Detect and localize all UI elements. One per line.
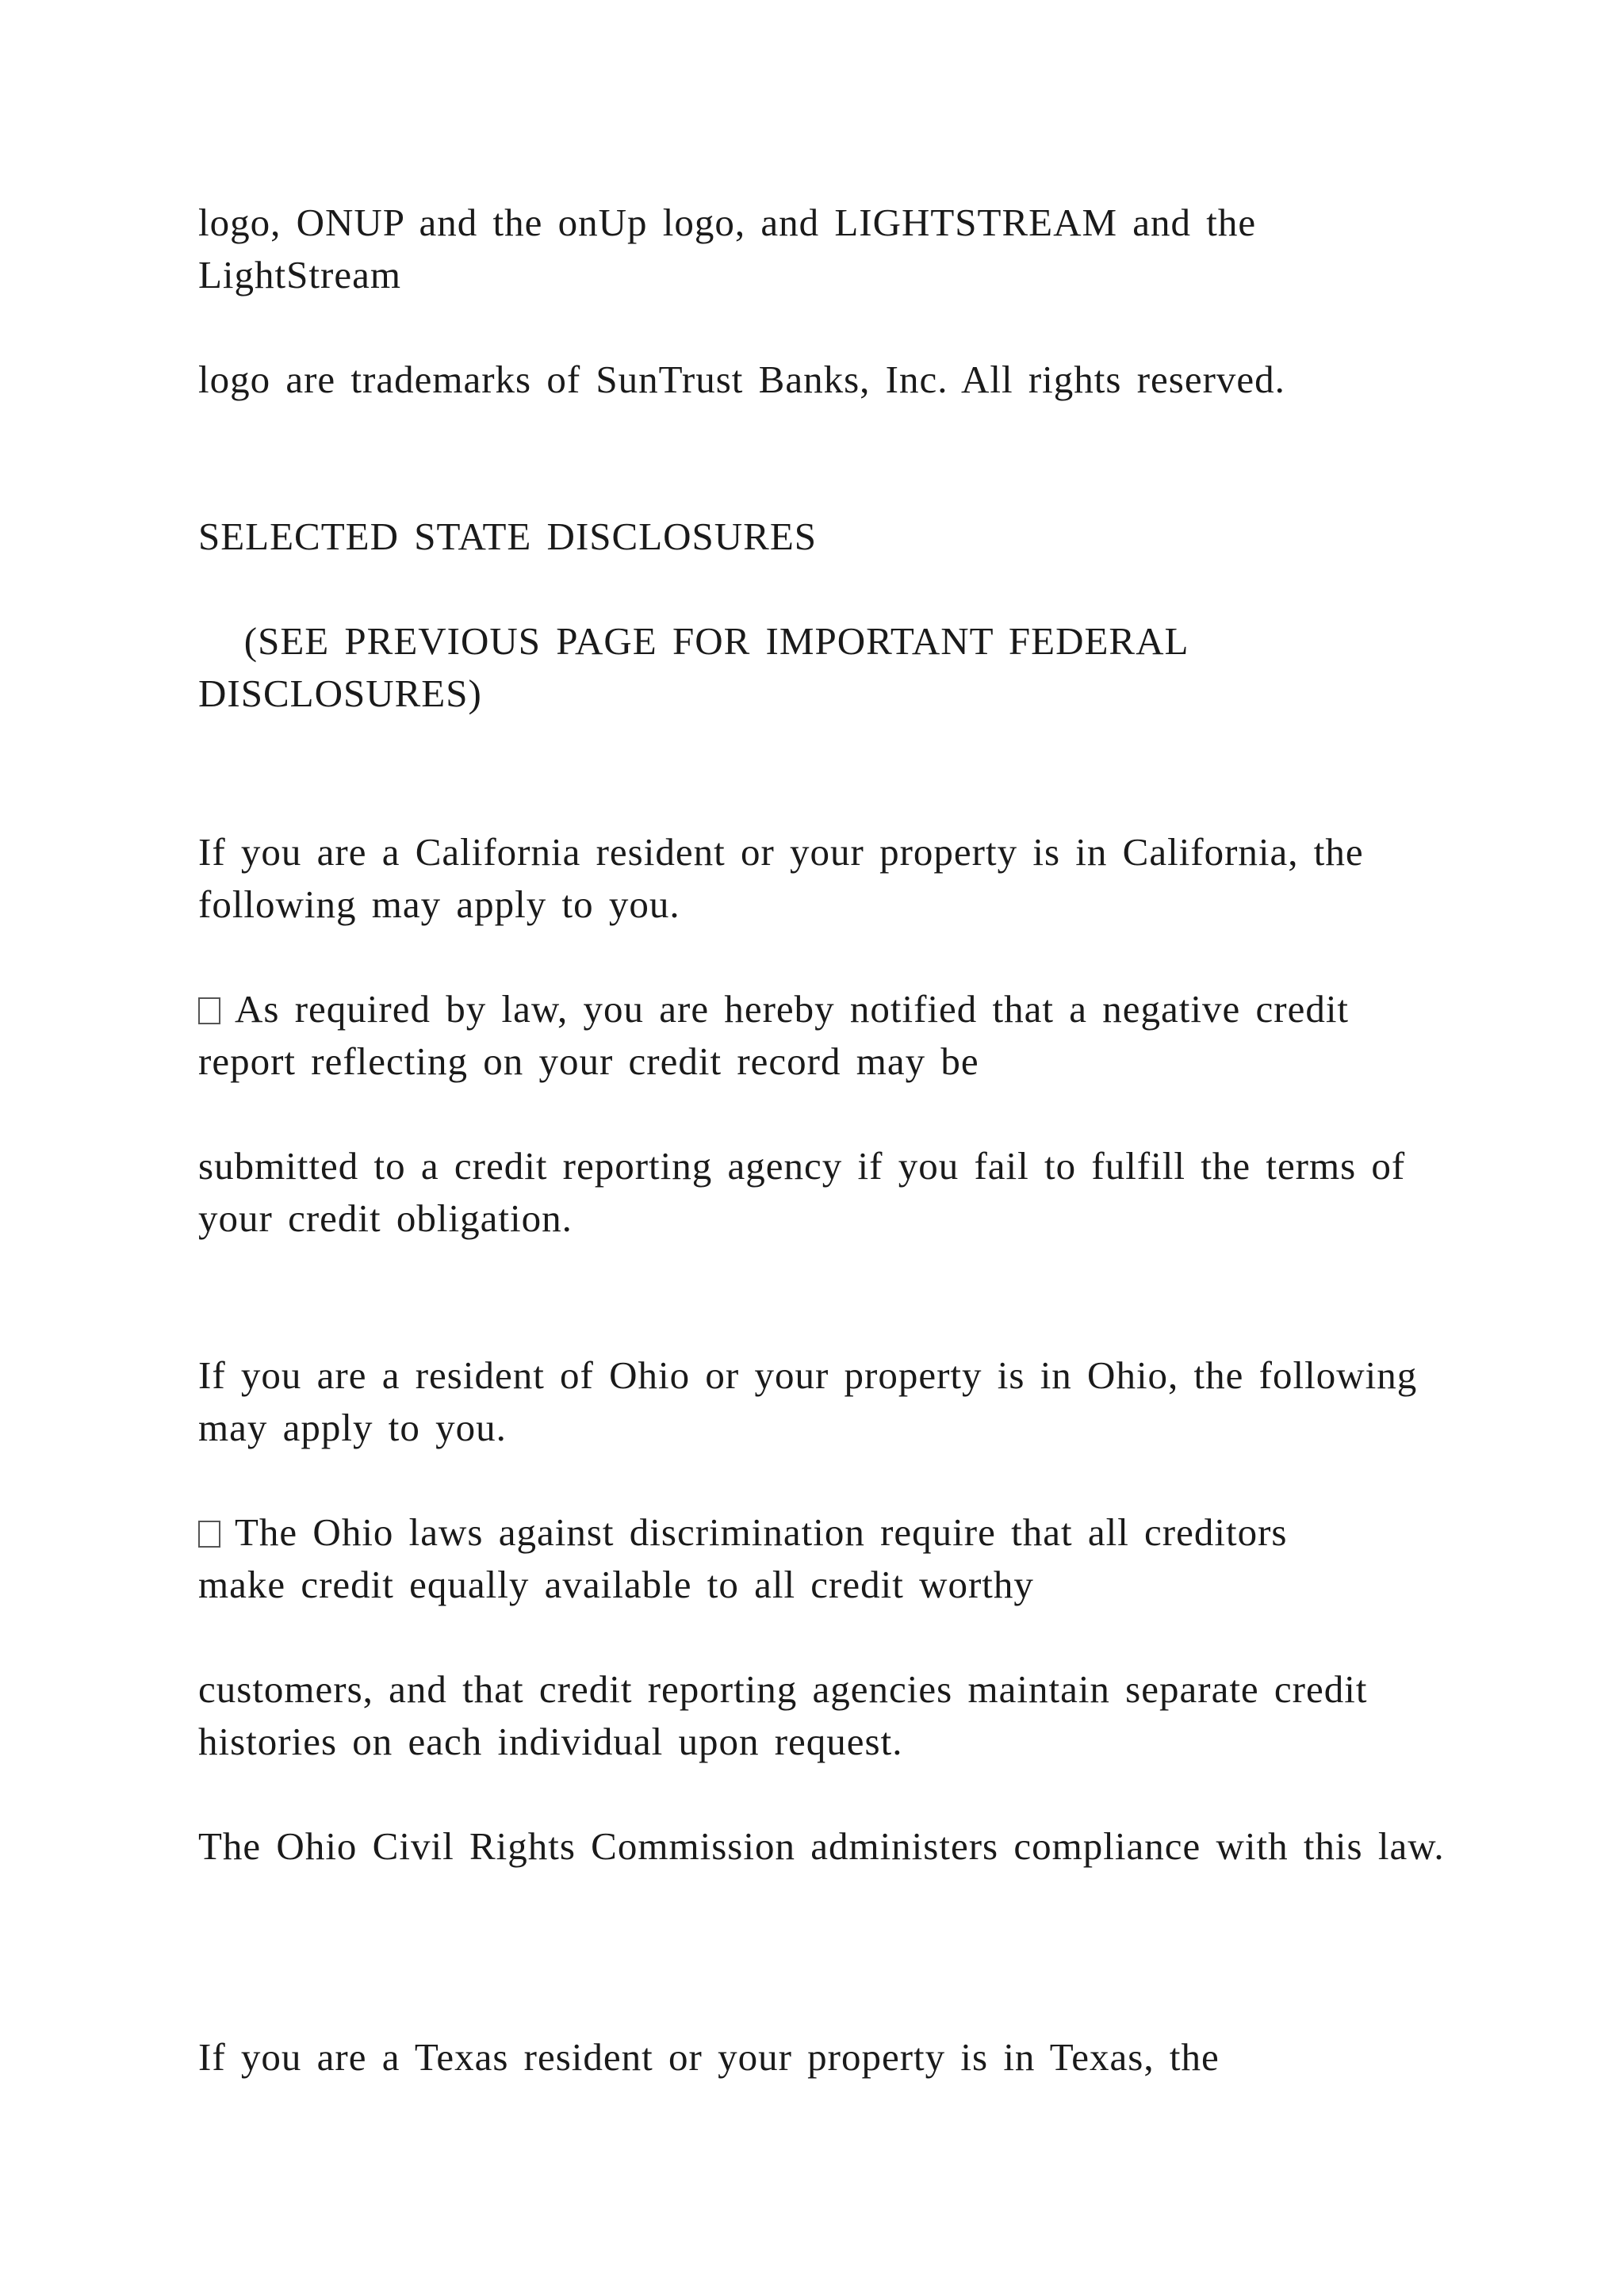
california-intro: If you are a California resident or your property is in California, the following may apply to you. [198,830,1379,926]
california-bullet-text: As required by law, you are hereby notified that a negative credit report reflecting on your credit record may be [198,987,1365,1083]
section-heading: SELECTED STATE DISCLOSURES [198,515,818,558]
trademark-paragraph-2: logo are trademarks of SunTrust Banks, Inc. All rights reserved. [198,358,1285,401]
ohio-intro: If you are a resident of Ohio or your property is in Ohio, the following may apply to you. [198,1353,1433,1449]
ohio-commission-note: The Ohio Civil Rights Commission administers compliance with this law. [198,1824,1445,1868]
texas-intro: If you are a Texas resident or your property is in Texas, the [198,2035,1220,2079]
ohio-continuation: customers, and that credit reporting agencies maintain separate credit histories on each individual upon request. [198,1667,1383,1763]
california-continuation: submitted to a credit reporting agency if you fail to fulfill the terms of your credit obligation. [198,1144,1421,1240]
ohio-bullet-text: The Ohio laws against discrimination require that all creditors make credit equally available to all credit worthy [198,1510,1303,1606]
section-subheading: (SEE PREVIOUS PAGE FOR IMPORTANT FEDERAL DISCLOSURES) [198,619,1203,715]
bullet-box-icon [198,1521,220,1548]
trademark-paragraph-1: logo, ONUP and the onUp logo, and LIGHTSTREAM and the LightStream [198,201,1272,297]
california-bullet [198,983,1435,1088]
ohio-bullet [198,1506,1372,1611]
bullet-box-icon [198,997,220,1024]
